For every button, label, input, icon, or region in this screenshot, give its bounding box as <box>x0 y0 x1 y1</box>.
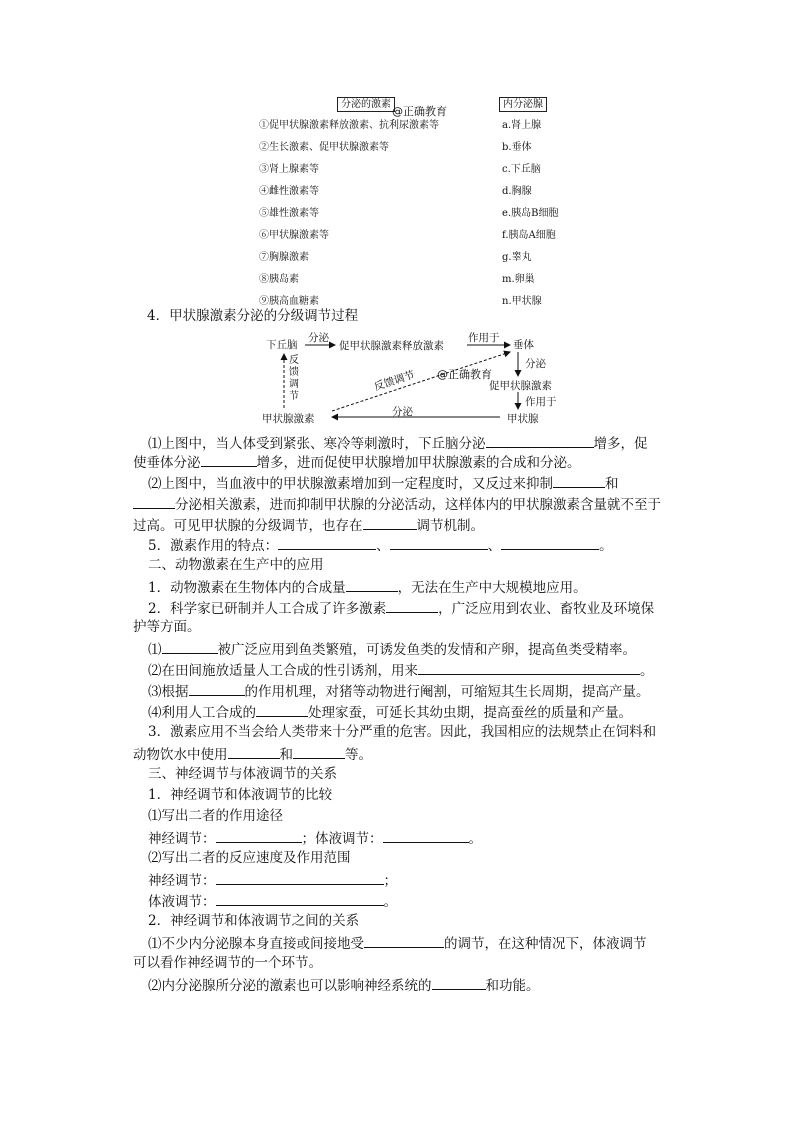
answer-blank[interactable] <box>293 744 345 759</box>
question-1-line-2: 使垂体分泌 增多，进而促使甲状腺增加甲状腺激素的合成和分泌。 <box>133 452 581 472</box>
diagram-acts-on-label: 作用于 <box>468 332 500 344</box>
answer-blank[interactable] <box>390 535 488 550</box>
application-3-line-2: 动物饮水中使用 和 等。 <box>133 744 372 764</box>
comparison-heading: 1．神经调节和体液调节的比较 <box>148 787 333 803</box>
application-item-4: ⑷利用人工合成的 处理家蚕，可延长其幼虫期，提高蚕丝的质量和产量。 <box>148 702 632 722</box>
answer-blank[interactable] <box>486 433 594 448</box>
comparison-humoral-line: 体液调节： 。 <box>148 891 397 911</box>
question-2-line-3: 过高。可见甲状腺的分级调节，也存在 调节机制。 <box>133 515 484 535</box>
answer-blank[interactable] <box>501 535 599 550</box>
application-item-2: ⑵在田间施放适量人工合成的性引诱剂，用来 。 <box>148 660 654 680</box>
answer-blank[interactable] <box>418 660 640 675</box>
answer-blank[interactable] <box>162 639 218 654</box>
gland-item: a.肾上腺 <box>502 120 542 131</box>
gland-item: c.下丘脑 <box>502 164 541 175</box>
gland-header: 内分泌腺 <box>499 97 547 112</box>
diagram-thyroid-hormone: 甲状腺激素 <box>262 413 315 425</box>
question-1-line-1: ⑴上图中，当人体受到紧张、寒冷等刺激时，下丘脑分泌 增多，促 <box>148 433 648 453</box>
section-4-title: 4．甲状腺激素分泌的分级调节过程 <box>147 308 359 324</box>
diagram-acts-on-label: 作用于 <box>525 396 557 408</box>
answer-blank[interactable] <box>216 891 384 906</box>
diagram-secrete-label: 分泌 <box>525 358 546 370</box>
application-item-3: ⑶根据 的作用机理，对猪等动物进行阉割，可缩短其生长周期，提高产量。 <box>148 681 650 701</box>
answer-blank[interactable] <box>216 870 384 885</box>
relation-item-1-line-1: ⑴不少内分泌腺本身直接或间接地受 的调节，在这种情况下，体液调节 <box>148 933 647 953</box>
application-1-line: 1．动物激素在生物体内的合成量 ，无法在生产中大规模地应用。 <box>148 577 587 597</box>
diagram-feedback-vertical-label: 反馈调节 <box>289 355 299 402</box>
watermark: @正确教育 <box>392 105 447 118</box>
gland-item: d.胸腺 <box>502 186 532 197</box>
answer-blank[interactable] <box>228 744 280 759</box>
relation-item-2: ⑵内分泌腺所分泌的激素也可以影响神经系统的 和功能。 <box>148 975 540 995</box>
gland-item: n.甲状腺 <box>502 296 542 307</box>
hormone-item: ⑧胰岛素 <box>259 274 299 285</box>
hormone-item: ②生长激素、促甲状腺激素等 <box>259 142 389 153</box>
answer-blank[interactable] <box>278 535 376 550</box>
relation-item-1-line-2: 可以看作神经调节的一个环节。 <box>133 955 322 971</box>
hormone-item: ⑨胰高血糖素 <box>259 296 319 307</box>
answer-blank[interactable] <box>364 933 444 948</box>
section-5-line: 5．激素作用的特点： 、 、 。 <box>148 535 613 555</box>
application-item-1: ⑴ 被广泛应用到鱼类繁殖，可诱发鱼类的发情和产卵，提高鱼类受精率。 <box>148 639 636 659</box>
diagram-pituitary: 垂体 <box>513 339 534 351</box>
hormone-item: ⑦胸腺激素 <box>259 252 309 263</box>
diagram-feedback-diagonal-label: 反馈调节 <box>372 368 417 394</box>
answer-blank[interactable] <box>553 473 605 488</box>
application-2-line-2: 护等方面。 <box>133 619 201 635</box>
hormone-item: ⑥甲状腺激素等 <box>259 230 329 241</box>
section-2-heading: 二、动物激素在生产中的应用 <box>148 557 324 573</box>
diagram-thyroid: 甲状腺 <box>507 413 539 425</box>
answer-blank[interactable] <box>189 681 245 696</box>
hormone-item: ⑤雄性激素等 <box>259 208 319 219</box>
gland-item: b.垂体 <box>502 142 532 153</box>
diagram-secrete-label: 分泌 <box>308 332 329 344</box>
watermark: @正确教育 <box>437 368 492 381</box>
application-3-line-1: 3．激素应用不当会给人类带来十分严重的危害。因此，我国相应的法规禁止在饲料和 <box>148 724 657 740</box>
gland-item: m.卵巢 <box>502 274 535 285</box>
answer-blank[interactable] <box>201 452 257 467</box>
answer-blank[interactable] <box>346 577 398 592</box>
answer-blank[interactable] <box>386 598 438 613</box>
answer-blank[interactable] <box>256 702 308 717</box>
answer-blank[interactable] <box>133 494 175 509</box>
answer-blank[interactable] <box>383 828 469 843</box>
section-3-heading: 三、神经调节与体液调节的关系 <box>148 766 337 782</box>
hormone-item: ④雌性激素等 <box>259 186 319 197</box>
comparison-sub-1: ⑴写出二者的作用途径 <box>148 808 283 824</box>
comparison-neural-line: 神经调节： ； <box>148 870 397 890</box>
question-2-line-2: 分泌相关激素，进而抑制甲状腺的分泌活动，这样体内的甲状腺激素含量就不至于 <box>133 494 661 514</box>
diagram-hypothalamus: 下丘脑 <box>266 339 298 351</box>
comparison-pathway-line: 神经调节： ；体液调节： 。 <box>148 828 482 848</box>
gland-item: g.睾丸 <box>502 252 532 263</box>
relation-heading: 2．神经调节和体液调节之间的关系 <box>148 913 360 929</box>
diagram-tsh: 促甲状腺激素 <box>489 380 552 392</box>
answer-blank[interactable] <box>363 515 417 530</box>
gland-item: f.胰岛A细胞 <box>502 230 556 241</box>
gland-item: e.胰岛B细胞 <box>502 208 559 219</box>
question-2-line-1: ⑵上图中，当血液中的甲状腺激素增加到一定程度时，又反过来抑制 和 <box>148 473 619 493</box>
answer-blank[interactable] <box>432 975 486 990</box>
answer-blank[interactable] <box>216 828 302 843</box>
application-2-line-1: 2．科学家已研制并人工合成了许多激素 ，广泛应用到农业、畜牧业及环境保 <box>148 598 654 618</box>
hormone-item: ③肾上腺素等 <box>259 164 319 175</box>
hormone-header: 分泌的激素 <box>337 97 395 112</box>
diagram-trh: 促甲状腺激素释放激素 <box>339 340 444 352</box>
comparison-sub-2: ⑵写出二者的反应速度及作用范围 <box>148 850 351 866</box>
hormone-item: ①促甲状腺激素释放激素、抗利尿激素等 <box>259 120 439 131</box>
diagram-secrete-label: 分泌 <box>392 406 413 418</box>
